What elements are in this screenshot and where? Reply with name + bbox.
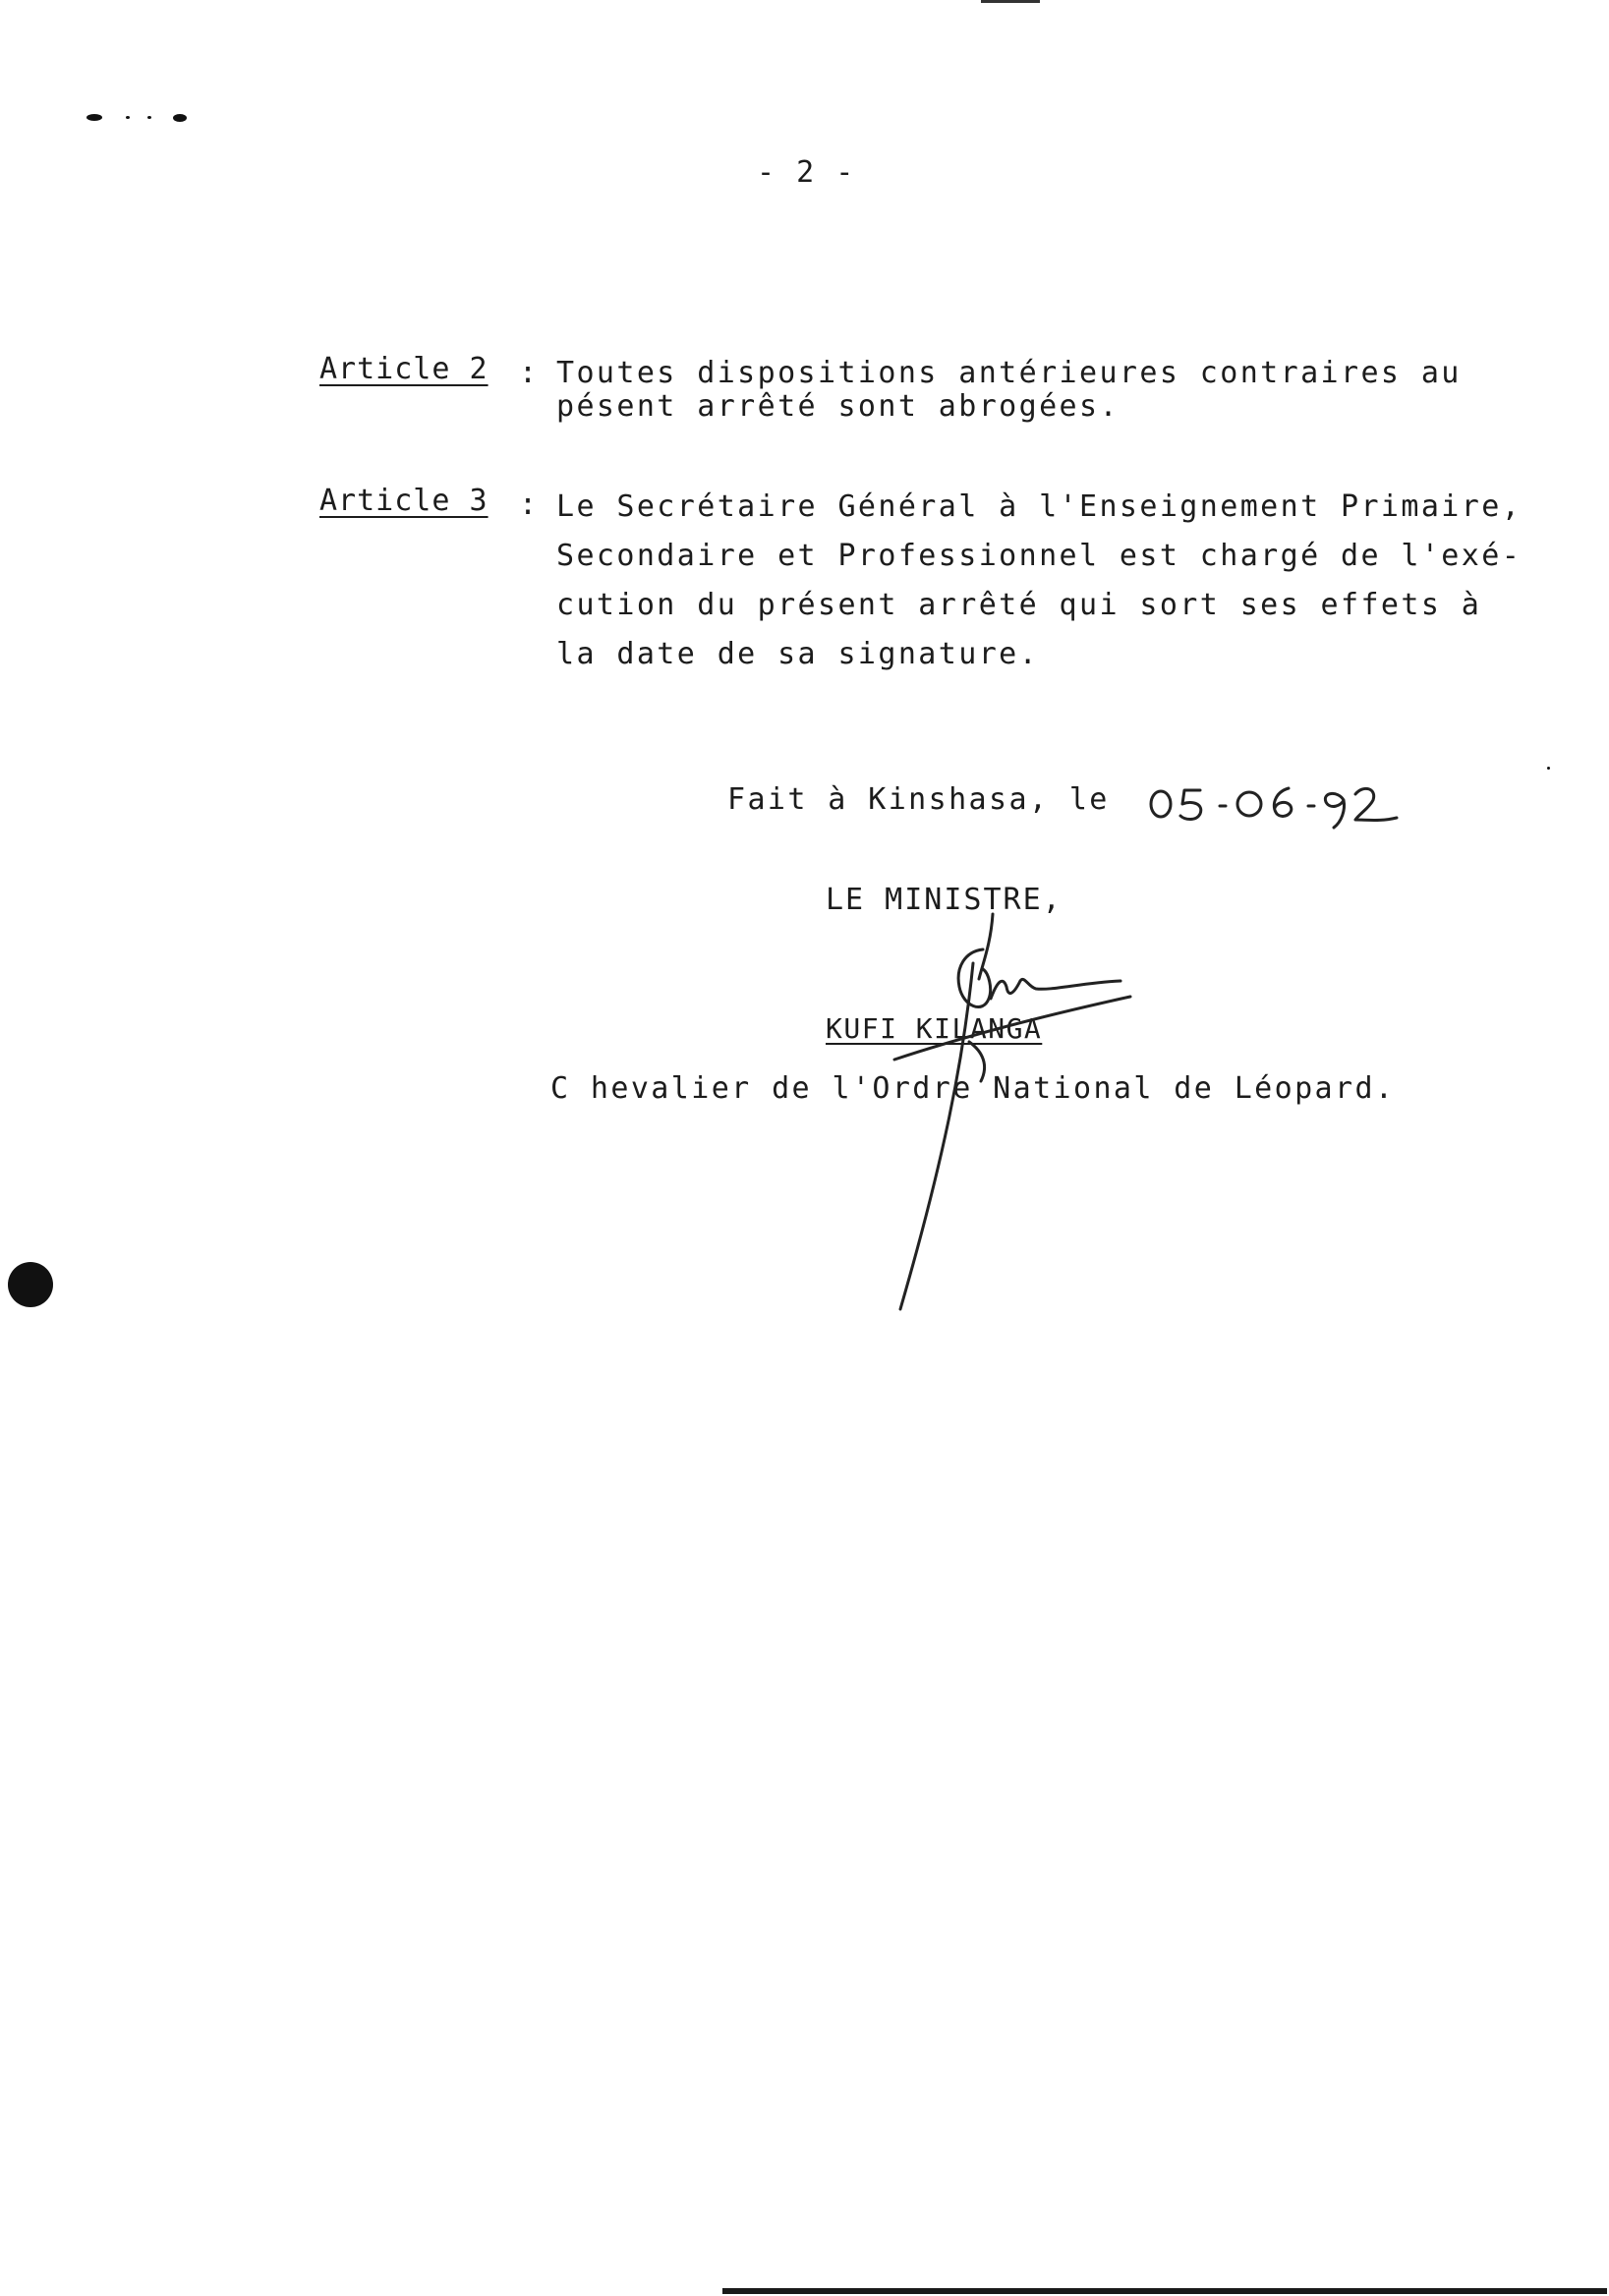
article-line: Toutes dispositions antérieures contraires au: [556, 356, 1462, 390]
article-2-label: Article 2: [319, 352, 488, 386]
article-line: cution du présent arrêté qui sort ses effets à: [556, 588, 1482, 622]
article-line: pésent arrêté sont abrogées.: [556, 389, 1120, 424]
scan-speck: [147, 116, 151, 119]
handwritten-signature: [835, 904, 1150, 1317]
article-line: Le Secrétaire Général à l'Enseignement Primaire,: [556, 489, 1523, 524]
article-line: Secondaire et Professionnel est chargé de l'exé-: [556, 539, 1523, 573]
handwritten-date: [1145, 773, 1410, 832]
article-line: la date de sa signature.: [556, 637, 1040, 671]
minister-honor: C hevalier de l'Ordre National de Léopard.: [550, 1071, 1396, 1106]
minister-name: KUFI KILANGA: [826, 1012, 1043, 1045]
scan-speck: [126, 116, 130, 119]
signing-place: Fait à Kinshasa, le: [727, 782, 1110, 817]
scan-speck: [86, 114, 102, 121]
page-number: - 2 -: [757, 155, 856, 190]
scan-speck: [173, 114, 187, 122]
article-3-colon: :: [519, 488, 538, 522]
punch-hole: [8, 1262, 53, 1307]
article-2-colon: :: [519, 356, 538, 390]
scan-speck: [1547, 767, 1550, 770]
scan-artifact-bottom: [722, 2288, 1607, 2294]
article-3-label: Article 3: [319, 484, 488, 518]
minister-title: LE MINISTRE,: [826, 883, 1063, 917]
scan-artifact-top: [981, 0, 1040, 3]
